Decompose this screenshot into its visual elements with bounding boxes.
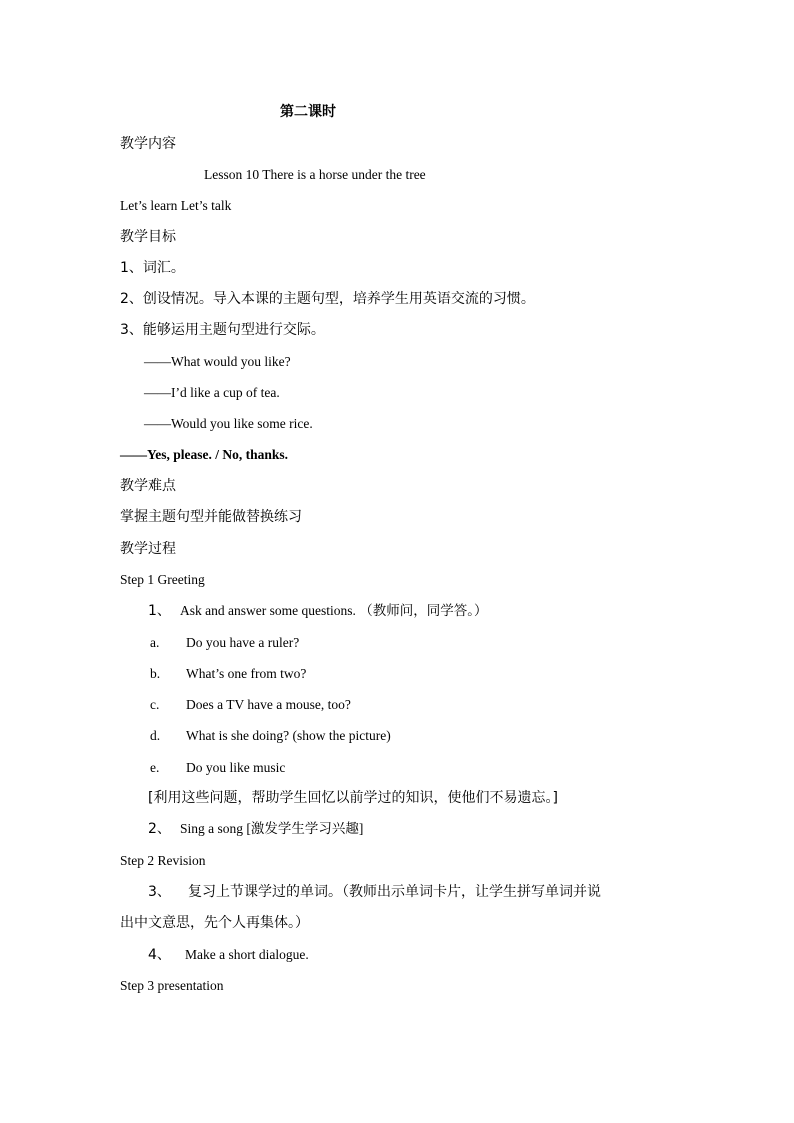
step2-item-4	[148, 946, 309, 964]
page-title: 第二课时	[280, 104, 336, 120]
difficulty-text: 掌握主题句型并能做替换练习	[120, 509, 302, 525]
step1-item-2	[148, 820, 363, 838]
list-item-text: Do you like music	[186, 760, 286, 775]
lesson-title: Lesson 10 There is a horse under the tree	[204, 167, 426, 182]
list-item-text: Do you have a ruler?	[186, 635, 300, 650]
section-heading-content: 教学内容	[120, 136, 176, 152]
list-item-text: What’s one from two?	[186, 666, 307, 681]
dialogue-line-1: ——What would you like?	[144, 354, 291, 369]
step2-item-3	[148, 883, 601, 901]
question-item	[150, 727, 391, 745]
list-marker: 3、	[148, 884, 171, 900]
step3-heading: Step 3 presentation	[120, 978, 224, 993]
list-item-text: Does a TV have a mouse, too?	[186, 697, 351, 712]
list-marker: d.	[150, 728, 161, 743]
list-item-text: Make a short dialogue.	[185, 947, 309, 962]
list-marker: 2、	[148, 821, 171, 837]
learn-talk-line: Let’s learn Let’s talk	[120, 198, 232, 213]
dialogue-line-2: ——I’d like a cup of tea.	[144, 385, 280, 400]
step1-note: [利用这些问题，帮助学生回忆以前学过的知识，使他们不易遗忘。]	[148, 790, 558, 806]
section-heading-process: 教学过程	[120, 541, 176, 557]
question-item	[150, 634, 299, 652]
dialogue-line-3: ——Would you like some rice.	[144, 416, 313, 431]
list-marker: 1、	[148, 603, 171, 619]
section-heading-difficulty: 教学难点	[120, 478, 176, 494]
question-item	[150, 696, 351, 714]
list-marker: 4、	[148, 947, 171, 963]
list-item-text: Sing a song [激发学生学习兴趣]	[180, 821, 364, 836]
step2-heading: Step 2 Revision	[120, 853, 206, 868]
step2-item-3-continuation: 出中文意思，先个人再集体。）	[120, 915, 309, 931]
list-marker: c.	[150, 697, 160, 712]
list-marker: e.	[150, 760, 160, 775]
list-item-text: Ask and answer some questions. （教师问，同学答。）	[180, 603, 488, 618]
list-item-text: What is she doing? (show the picture)	[186, 728, 391, 743]
step1-item-1	[148, 602, 487, 620]
list-marker: a.	[150, 635, 160, 650]
question-item	[150, 665, 306, 683]
question-item	[150, 759, 285, 777]
goal-item-3: 3、能够运用主题句型进行交际。	[120, 322, 325, 338]
goal-item-2: 2、创设情况。导入本课的主题句型，培养学生用英语交流的习惯。	[120, 291, 535, 307]
dialogue-line-4: ——Yes, please. / No, thanks.	[120, 447, 289, 462]
goal-item-1: 1、词汇。	[120, 260, 185, 276]
list-item-text: 复习上节课学过的单词。（教师出示单词卡片，让学生拼写单词并说	[188, 884, 601, 900]
step1-heading: Step 1 Greeting	[120, 572, 205, 587]
list-marker: b.	[150, 666, 161, 681]
section-heading-goals: 教学目标	[120, 229, 176, 245]
